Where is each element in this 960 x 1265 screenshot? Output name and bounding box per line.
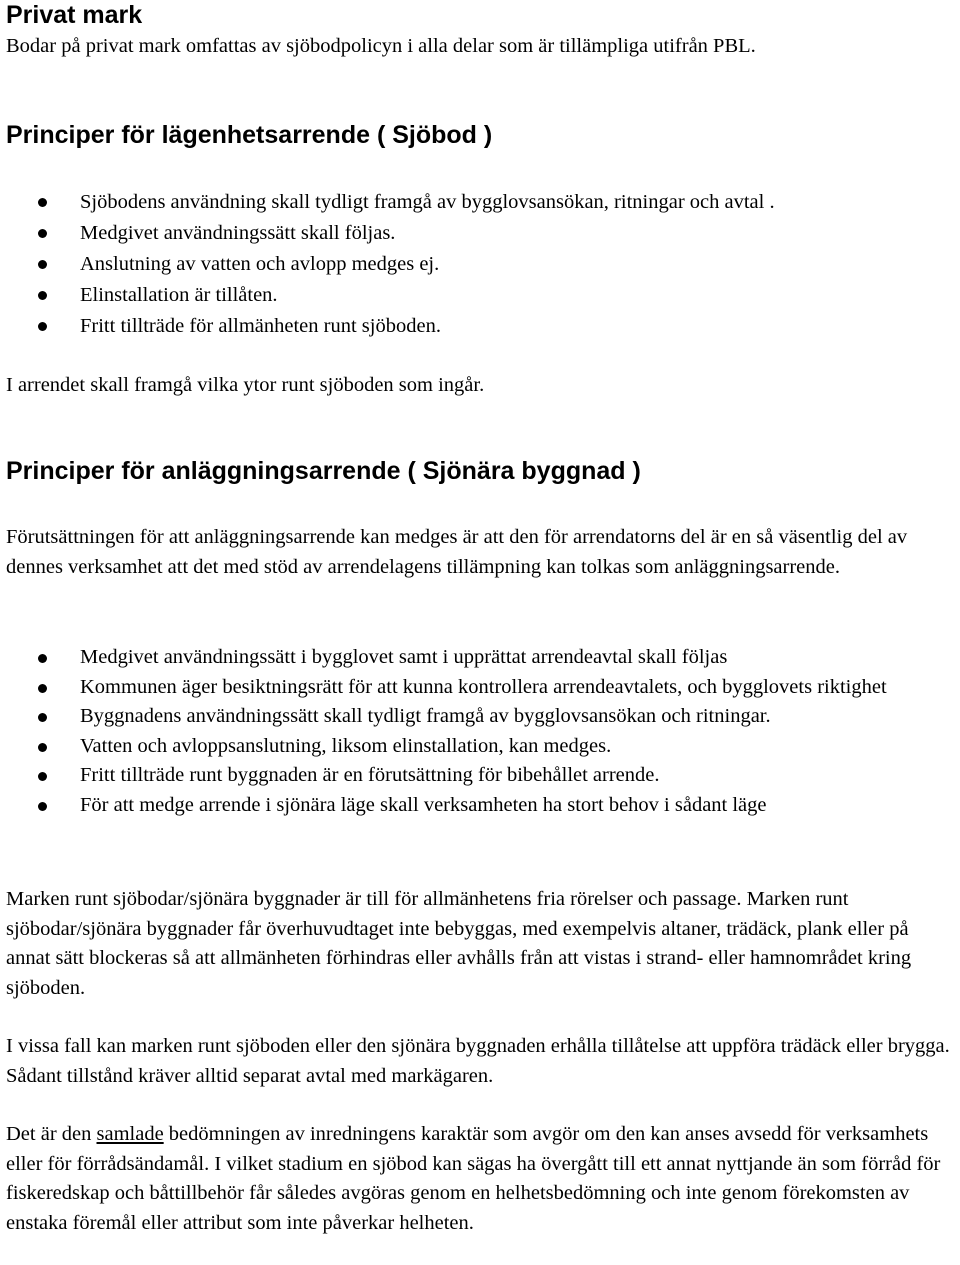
underlined-word: samlade: [96, 1123, 164, 1145]
bullet-icon: [38, 713, 47, 722]
heading-lagenhetsarrende: Principer för lägenhetsarrende ( Sjöbod ): [6, 121, 493, 149]
paragraph-privat-mark: Bodar på privat mark omfattas av sjöbodpolicyn i alla delar som är tillämpliga utifrån PBL.: [6, 35, 756, 57]
heading-anlaggningsarrende: Principer för anläggningsarrende ( Sjönära byggnad ): [6, 457, 641, 485]
list-item: [0, 761, 954, 791]
list-item: [0, 673, 954, 703]
paragraph-anlaggning-intro: Förutsättningen för att anläggningsarrende kan medges är att den för arrendatorns del är en så väsentlig del av dennes verksamhet att det med stöd av arrendelagens tillämpning kan tolkas som anläggningsarrende.: [6, 526, 908, 578]
list-item-text: Kommunen äger besiktningsrätt för att kunna kontrollera arrendeavtalets, och bygglovets riktighet: [80, 675, 887, 698]
list-item-text: Anslutning av vatten och avlopp medges ej.: [80, 253, 440, 275]
bullet-icon: [38, 684, 47, 693]
bullet-icon: [38, 229, 47, 238]
list-item-text: Medgivet användningssätt i bygglovet samt i upprättat arrendeavtal skall följas: [80, 646, 728, 668]
list-item-text: Vatten och avloppsanslutning, liksom elinstallation, kan medges.: [80, 734, 612, 757]
list-item: [0, 311, 954, 342]
list-item-text: Fritt tillträde runt byggnaden är en förutsättning för bibehållet arrende.: [80, 764, 660, 786]
list-item-text: För att medge arrende i sjönära läge skall verksamheten ha stort behov i sådant läge: [80, 793, 767, 816]
list-lagenhetsarrende: [0, 187, 954, 342]
list-item: [0, 249, 954, 280]
list-anlaggningsarrende: [0, 643, 954, 820]
paragraph-vissa-fall: I vissa fall kan marken runt sjöboden eller den sjönära byggnaden erhålla tillåtelse att uppföra trädäck eller brygga. Sådant tillstånd kräver alltid separat avtal med markägaren.: [6, 1035, 950, 1087]
list-item: [0, 702, 954, 732]
paragraph-marken-runt: Marken runt sjöbodar/sjönära byggnader är till för allmänhetens fria rörelser och passage. Marken runt sjöbodar/sjönära byggnader får överhuvudtaget inte bebyggas, med exempelvis altaner, trädäck, plank eller på annat sätt blockeras så att allmänheten förhindras eller avhålls från att vistas i strand- eller hamnområdet kring sjöboden.: [6, 888, 912, 999]
list-item-text: Fritt tillträde för allmänheten runt sjöboden.: [80, 315, 441, 337]
heading-privat-mark: Privat mark: [6, 1, 143, 29]
bullet-icon: [38, 198, 47, 207]
paragraph-samlade-bedomning: [6, 1120, 954, 1238]
list-item-text: Byggnadens användningssätt skall tydligt framgå av bygglovsansökan och ritningar.: [80, 705, 771, 727]
list-item: [0, 643, 954, 673]
bullet-icon: [38, 322, 47, 331]
bullet-icon: [38, 772, 47, 781]
bullet-icon: [38, 802, 47, 811]
list-item: [0, 280, 954, 311]
list-item: [0, 218, 954, 249]
bullet-icon: [38, 743, 47, 752]
text-segment: Det är den: [6, 1123, 97, 1145]
bullet-icon: [38, 291, 47, 300]
list-item: [0, 791, 954, 821]
text-segment: bedömningen av inredningens karaktär som avgör om den kan anses avsedd för verksamhets eller för förrådsändamål. I vilket stadium en sjöbod kan sägas ha övergått till ett annat nyttjande än som förråd för fiskeredskap och båttillbehör får således avgöras genom en helhetsbedömning och inte genom förekomsten av enstaka föremål eller attribut som inte påverkar helheten.: [6, 1123, 941, 1234]
bullet-icon: [38, 654, 47, 663]
list-item-text: Medgivet användningssätt skall följas.: [80, 222, 396, 244]
list-item-text: Sjöbodens användning skall tydligt framgå av bygglovsansökan, ritningar och avtal .: [80, 191, 775, 213]
list-item: [0, 732, 954, 762]
list-item-text: Elinstallation är tillåten.: [80, 284, 278, 306]
paragraph-arrende-ytor: I arrendet skall framgå vilka ytor runt sjöboden som ingår.: [6, 374, 485, 396]
list-item: [0, 187, 954, 218]
bullet-icon: [38, 260, 47, 269]
